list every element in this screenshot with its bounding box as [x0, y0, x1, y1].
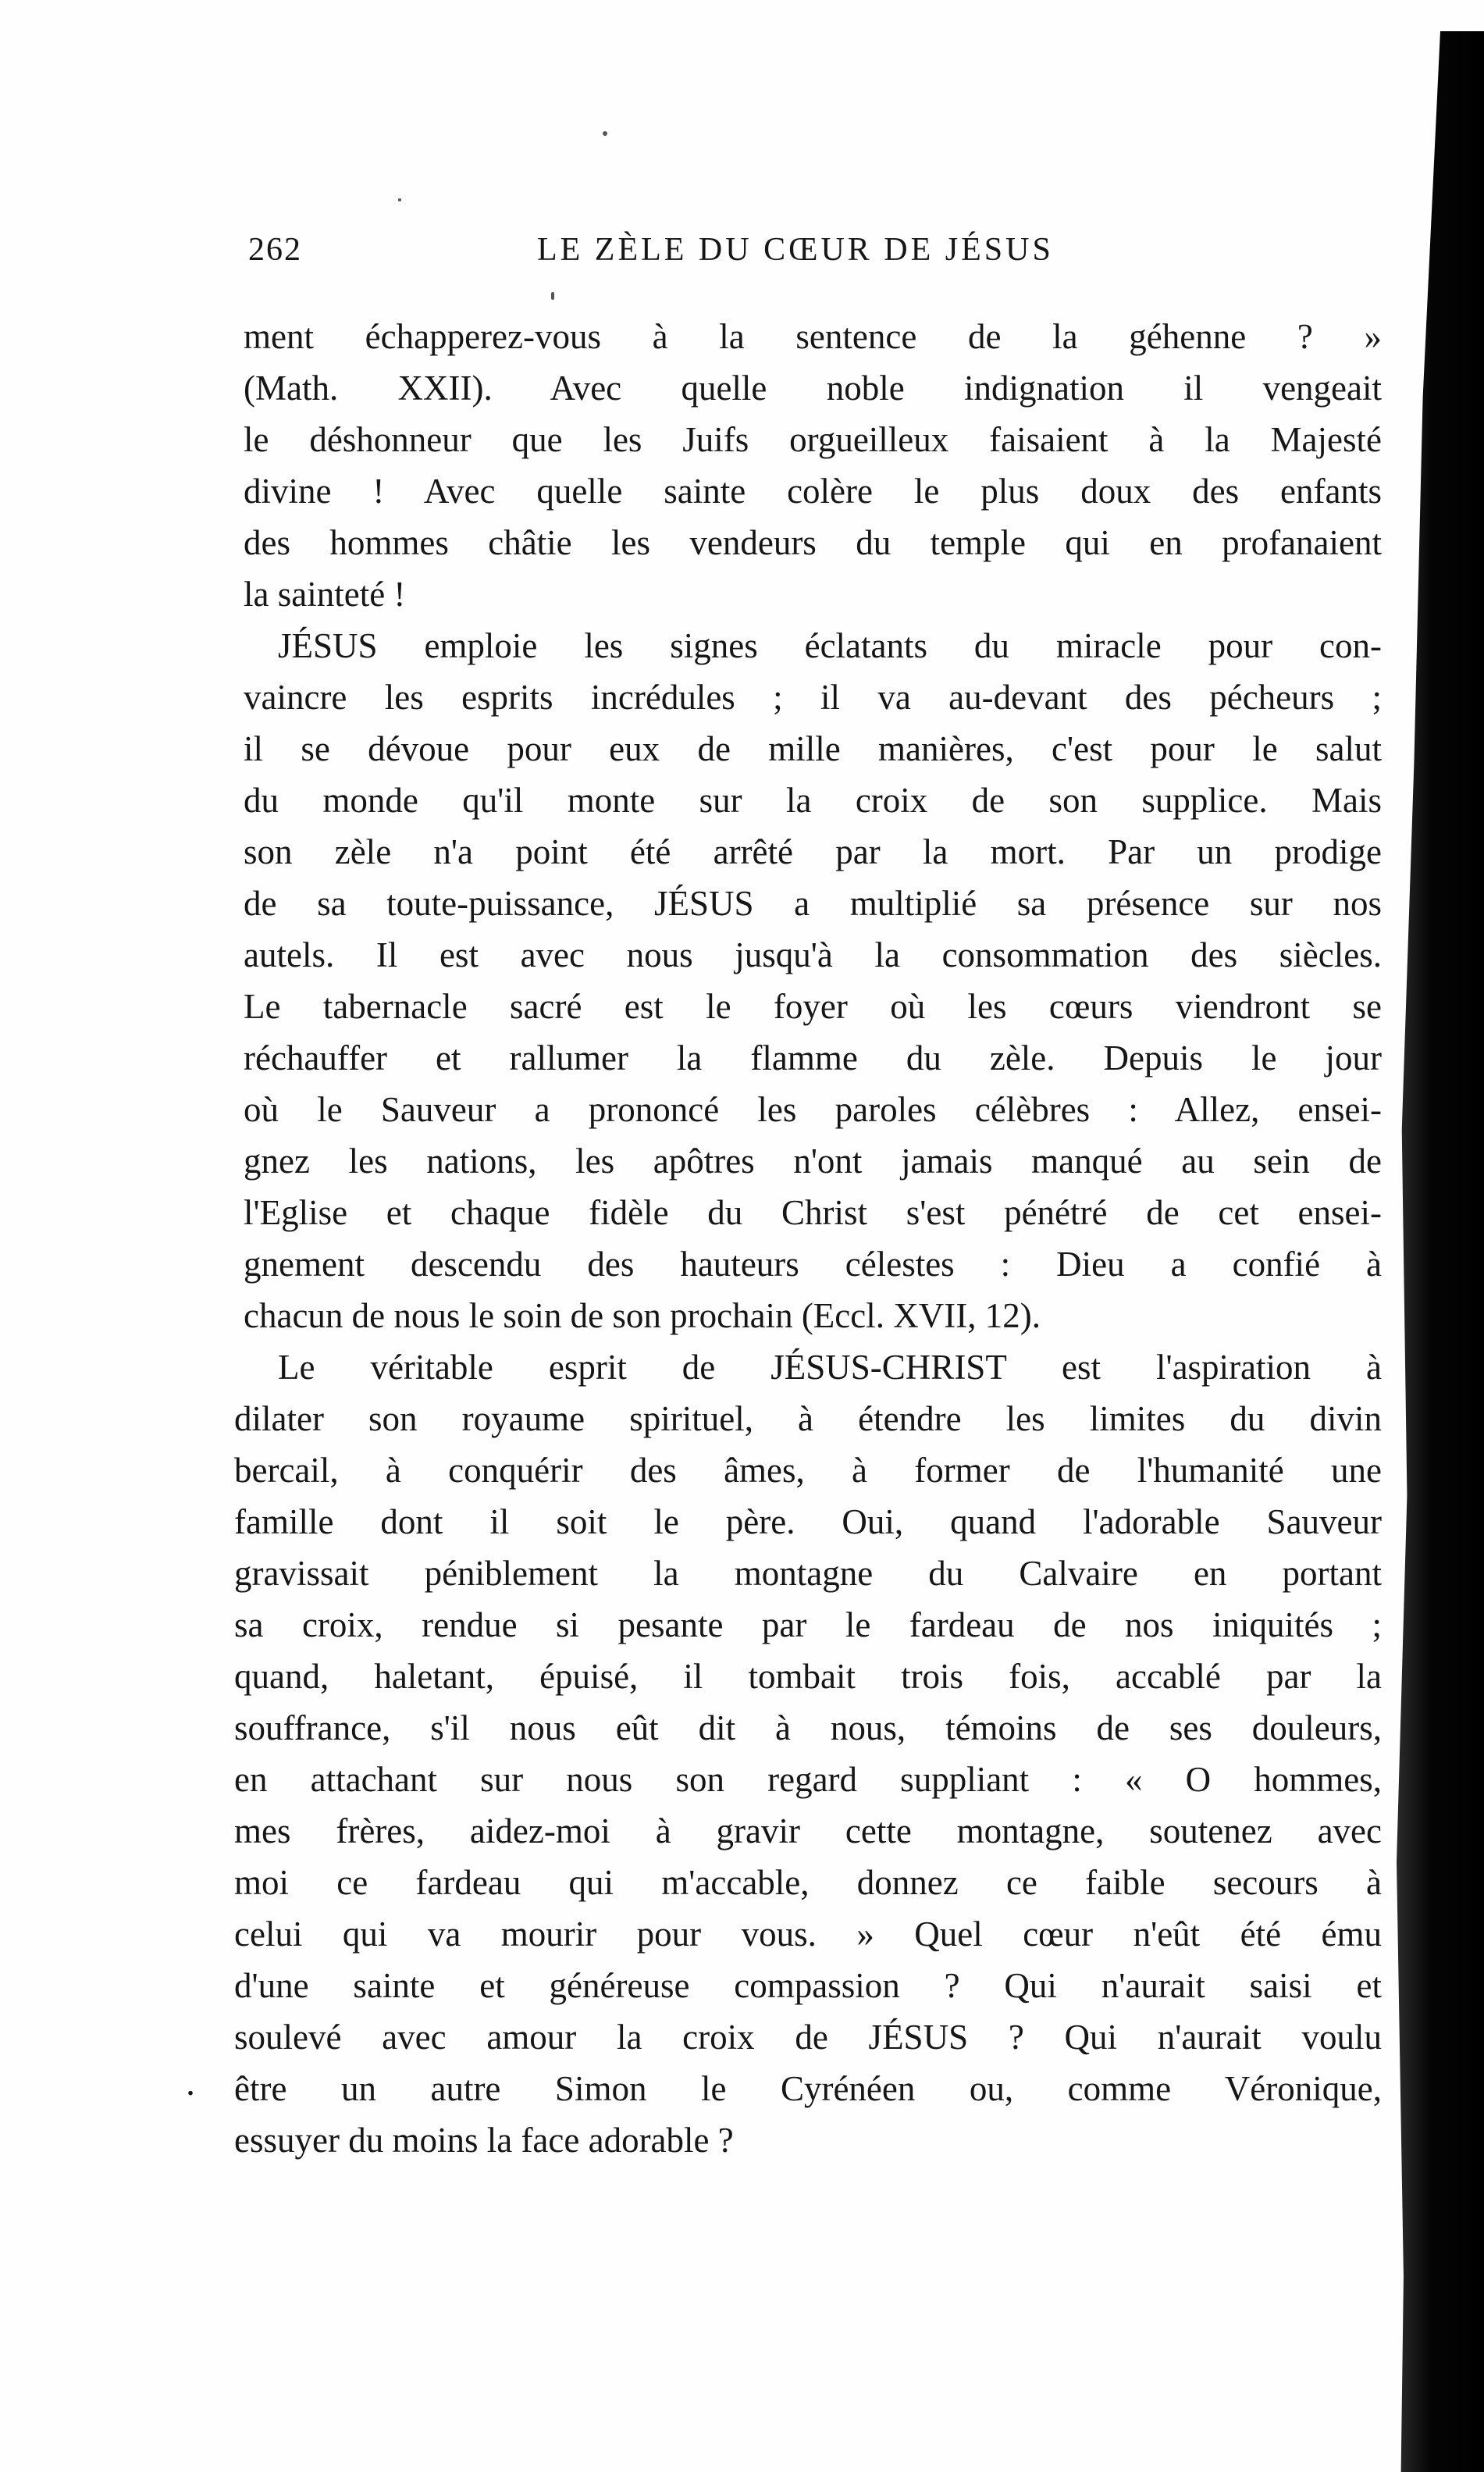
- scan-speck: [398, 198, 401, 201]
- text-line: Le tabernacle sacré est le foyer où les cœurs viendront se: [244, 987, 1382, 1026]
- text-line: le déshonneur que les Juifs orgueilleux faisaient à la Majesté: [244, 420, 1382, 459]
- running-title: LE ZÈLE DU CŒUR DE JÉSUS: [537, 232, 1054, 268]
- text-line: son zèle n'a point été arrêté par la mort. Par un prodige: [244, 832, 1382, 871]
- text-line: famille dont il soit le père. Oui, quand l'adorable Sauveur: [234, 1502, 1382, 1541]
- text-line: bercail, à conquérir des âmes, à former de l'humanité une: [234, 1451, 1382, 1490]
- text-line: celui qui va mourir pour vous. » Quel cœur n'eût été ému: [234, 1915, 1382, 1954]
- text-line: gnez les nations, les apôtres n'ont jamais manqué au sein de: [244, 1142, 1382, 1181]
- text-line: gnement descendu des hauteurs célestes : Dieu a confié à: [244, 1245, 1382, 1284]
- text-line: Le véritable esprit de JÉSUS-CHRIST est l'aspiration à: [278, 1348, 1382, 1387]
- text-line: réchauffer et rallumer la flamme du zèle. Depuis le jour: [244, 1038, 1382, 1077]
- text-line: de sa toute-puissance, JÉSUS a multiplié sa présence sur nos: [244, 884, 1382, 923]
- text-line: vaincre les esprits incrédules ; il va au-devant des pécheurs ;: [244, 678, 1382, 717]
- text-line: d'une sainte et généreuse compassion ? Qui n'aurait saisi et: [234, 1966, 1382, 2005]
- text-line: ment échapperez-vous à la sentence de la géhenne ? »: [244, 317, 1382, 356]
- text-line: autels. Il est avec nous jusqu'à la consommation des siècles.: [244, 935, 1382, 974]
- text-line: soulevé avec amour la croix de JÉSUS ? Qui n'aurait voulu: [234, 2018, 1382, 2057]
- text-line: dilater son royaume spirituel, à étendre les limites du divin: [234, 1399, 1382, 1438]
- text-line: être un autre Simon le Cyrénéen ou, comme Véronique,: [234, 2069, 1382, 2108]
- text-line: chacun de nous le soin de son prochain (Eccl. XVII, 12).: [244, 1296, 1041, 1335]
- scan-speck: [603, 131, 607, 136]
- text-line: quand, haletant, épuisé, il tombait trois fois, accablé par la: [234, 1657, 1382, 1696]
- text-line: essuyer du moins la face adorable ?: [234, 2121, 734, 2160]
- text-line: sa croix, rendue si pesante par le fardeau de nos iniquités ;: [234, 1605, 1382, 1644]
- text-line: il se dévoue pour eux de mille manières, c'est pour le salut: [244, 729, 1382, 768]
- scan-shadow-edge: [1397, 31, 1484, 2472]
- text-line: en attachant sur nous son regard suppliant : « O hommes,: [234, 1760, 1382, 1799]
- running-header: [248, 231, 1123, 278]
- margin-mark: .: [186, 2062, 195, 2103]
- scan-speck: [551, 292, 554, 300]
- text-line: divine ! Avec quelle sainte colère le plus doux des enfants: [244, 472, 1382, 511]
- text-line: où le Sauveur a prononcé les paroles célèbres : Allez, ensei-: [244, 1090, 1382, 1129]
- text-line: mes frères, aidez-moi à gravir cette montagne, soutenez avec: [234, 1811, 1382, 1850]
- text-line: gravissait péniblement la montagne du Calvaire en portant: [234, 1554, 1382, 1593]
- text-line: souffrance, s'il nous eût dit à nous, témoins de ses douleurs,: [234, 1708, 1382, 1747]
- text-line: la sainteté !: [244, 575, 406, 614]
- text-line: l'Eglise et chaque fidèle du Christ s'est pénétré de cet ensei-: [244, 1193, 1382, 1232]
- text-line: (Math. XXII). Avec quelle noble indignation il vengeait: [244, 369, 1382, 408]
- body-text: [234, 311, 1382, 2166]
- text-line: JÉSUS emploie les signes éclatants du miracle pour con-: [278, 626, 1382, 665]
- text-line: moi ce fardeau qui m'accable, donnez ce faible secours à: [234, 1863, 1382, 1902]
- page-number: 262: [248, 232, 302, 268]
- text-line: des hommes châtie les vendeurs du temple qui en profanaient: [244, 523, 1382, 562]
- text-line: du monde qu'il monte sur la croix de son supplice. Mais: [244, 781, 1382, 820]
